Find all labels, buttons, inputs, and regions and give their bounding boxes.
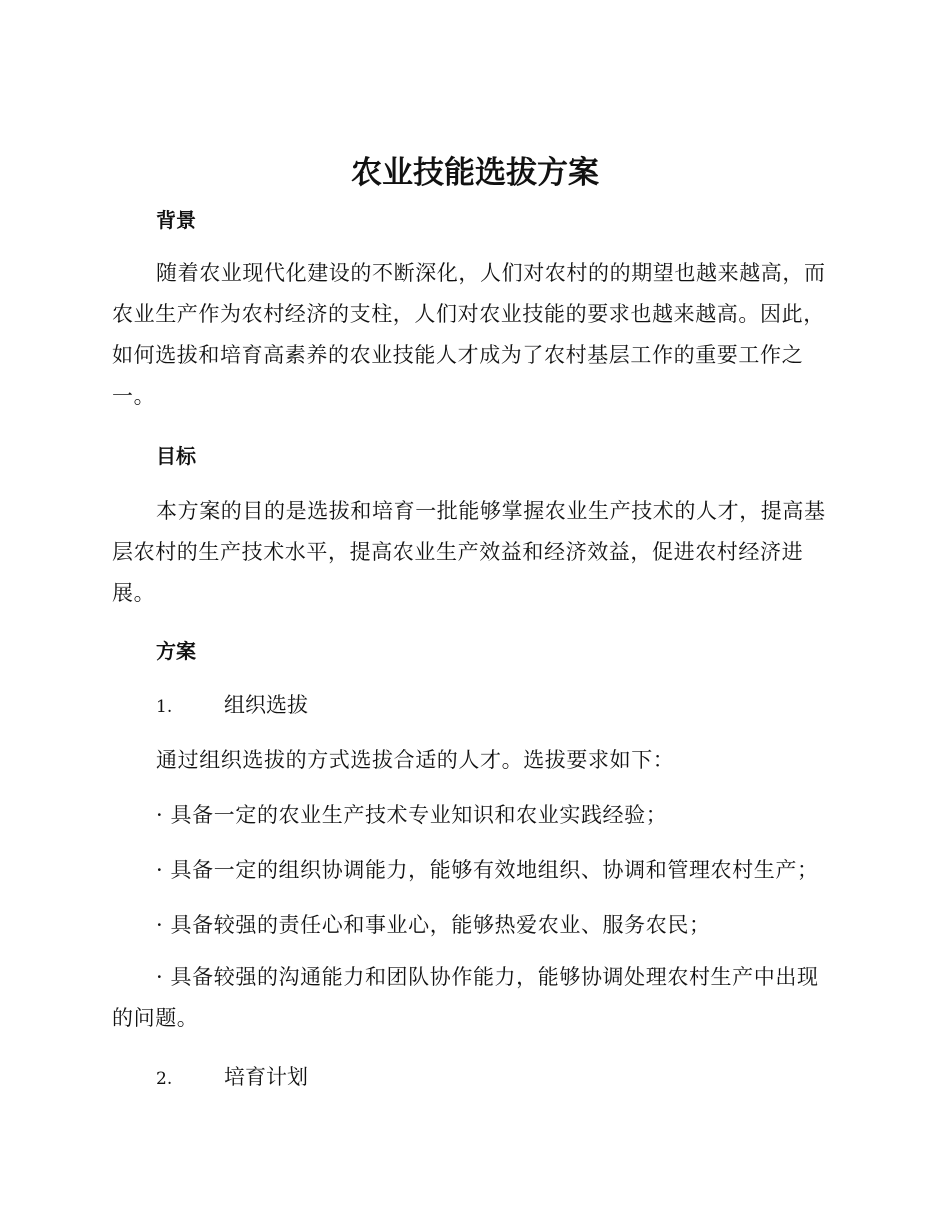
requirement-item: · 具备较强的责任心和事业心，能够热爱农业、服务农民； xyxy=(156,913,711,937)
plan-item-2-number: 2. xyxy=(156,1069,173,1089)
heading-goal: 目标 xyxy=(156,444,196,468)
goal-paragraph: 本方案的目的是选拔和培育一批能够掌握农业生产技术的人才，提高基层农村的生产技术水平，提高农业生产效益和经济效益，促进农村经济进展。 xyxy=(112,499,826,605)
plan-item-1-label: 组织选拔 xyxy=(224,693,308,717)
plan-intro: 通过组织选拔的方式选拔合适的人才。选拔要求如下： xyxy=(156,748,675,772)
plan-item-1-number: 1. xyxy=(156,697,173,717)
heading-plan: 方案 xyxy=(156,639,196,663)
plan-item-1 xyxy=(156,690,308,722)
requirement-item: · 具备一定的农业生产技术专业知识和农业实践经验； xyxy=(156,803,668,827)
document-title: 农业技能选拔方案 xyxy=(351,155,599,191)
background-paragraph: 随着农业现代化建设的不断深化，人们对农村的的期望也越来越高，而农业生产作为农村经济的支柱，人们对农业技能的要求也越来越高。因此，如何选拔和培育高素养的农业技能人才成为了农村基层工作的重要工作之一。 xyxy=(112,261,826,408)
heading-background: 背景 xyxy=(156,208,196,232)
plan-item-2-label: 培育计划 xyxy=(224,1065,308,1089)
requirement-item: · 具备较强的沟通能力和团队协作能力，能够协调处理农村生产中出现的问题。 xyxy=(112,965,819,1030)
plan-item-2 xyxy=(156,1062,308,1094)
requirement-item: · 具备一定的组织协调能力，能够有效地组织、协调和管理农村生产； xyxy=(156,858,819,882)
